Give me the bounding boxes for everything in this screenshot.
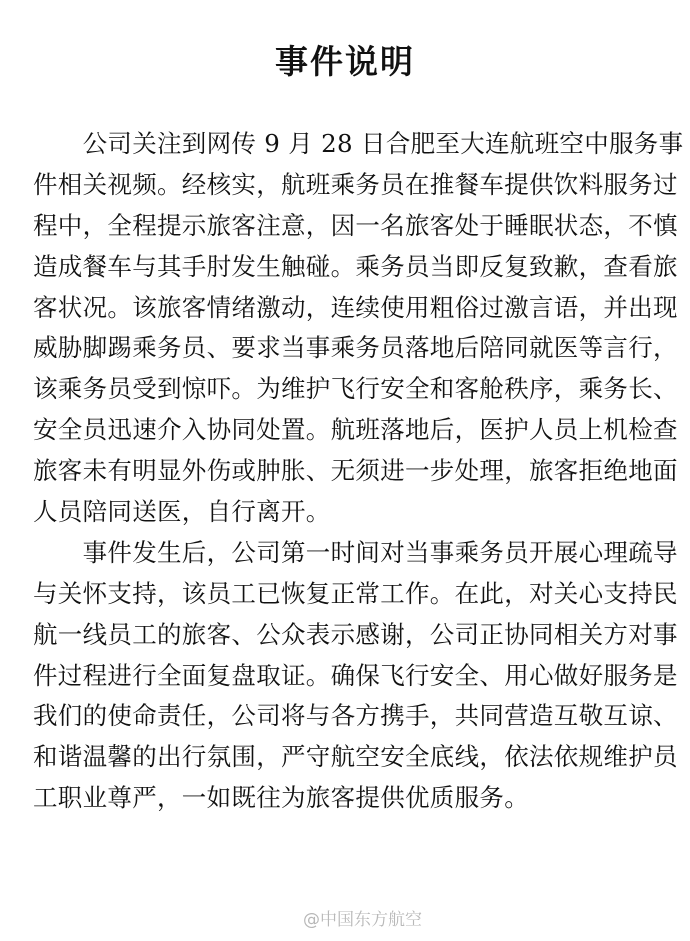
body-line-12: 与关怀支持，该员工已恢复正常工作。在此，对关心支持民 [33, 578, 678, 608]
body-line-5: 客状况。该旅客情绪激动，连续使用粗俗过激言语，并出现 [33, 292, 678, 322]
body-line-13: 航一线员工的旅客、公众表示感谢，公司正协同相关方对事 [33, 619, 678, 649]
body-line-9: 旅客未有明显外伤或肿胀、无须进一步处理，旅客拒绝地面 [33, 456, 678, 486]
body-line-4: 造成餐车与其手肘发生触碰。乘务员当即反复致歉，查看旅 [33, 251, 678, 281]
body-line-10: 人员陪同送医，自行离开。 [33, 497, 331, 527]
document-title: 事件说明 [275, 42, 415, 81]
body-line-14: 件过程进行全面复盘取证。确保飞行安全、用心做好服务是 [33, 660, 678, 690]
body-line-8: 安全员迅速介入协同处置。航班落地后，医护人员上机检查 [33, 415, 678, 445]
body-line-15: 我们的使命责任，公司将与各方携手，共同营造互敬互谅、 [33, 701, 678, 731]
body-line-1: 公司关注到网传 9 月 28 日合肥至大连航班空中服务事 [33, 129, 684, 158]
body-line-3: 程中，全程提示旅客注意，因一名旅客处于睡眠状态，不慎 [33, 210, 678, 240]
body-line-16: 和谐温馨的出行氛围，严守航空安全底线，依法依规维护员 [33, 742, 678, 772]
body-line-7: 该乘务员受到惊吓。为维护飞行安全和客舱秩序，乘务长、 [33, 374, 678, 404]
watermark-text: @中国东方航空 [303, 910, 422, 930]
body-line-2: 件相关视频。经核实，航班乘务员在推餐车提供饮料服务过 [33, 169, 678, 199]
body-line-17: 工职业尊严，一如既往为旅客提供优质服务。 [33, 783, 529, 813]
document-body [33, 124, 684, 819]
body-line-6: 威胁脚踢乘务员、要求当事乘务员落地后陪同就医等言行， [33, 333, 678, 363]
body-line-11: 事件发生后，公司第一时间对当事乘务员开展心理疏导 [33, 537, 678, 567]
